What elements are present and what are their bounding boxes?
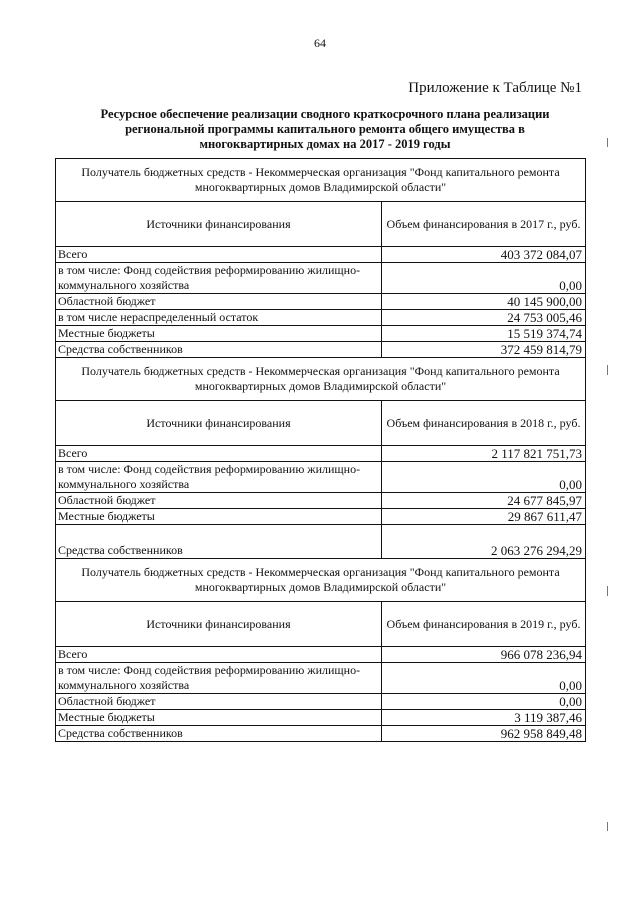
table-row xyxy=(56,663,586,694)
row-value: 0,00 xyxy=(382,462,586,493)
table-row xyxy=(56,247,586,263)
row-label: Областной бюджет xyxy=(56,493,382,509)
row-value: 24 677 845,97 xyxy=(382,493,586,509)
row-label: Средства собственников xyxy=(56,525,382,559)
table-row xyxy=(56,493,586,509)
recipient-cell: Получатель бюджетных средств - Некоммерческая организация "Фонд капитального ремонта многоквартирных домов Владимирской области" xyxy=(56,358,586,401)
header-volume-cell: Объем финансирования в 2017 г., руб. xyxy=(382,202,586,247)
section-2018-recipient-row xyxy=(56,358,586,401)
row-label: Всего xyxy=(56,446,382,462)
row-value: 0,00 xyxy=(382,663,586,694)
table-row xyxy=(56,294,586,310)
table-row xyxy=(56,694,586,710)
table-row xyxy=(56,525,586,559)
row-value: 0,00 xyxy=(382,263,586,294)
header-volume-cell: Объем финансирования в 2019 г., руб. xyxy=(382,602,586,647)
row-value: 0,00 xyxy=(382,694,586,710)
table-row xyxy=(56,342,586,358)
recipient-cell: Получатель бюджетных средств - Некоммерческая организация "Фонд капитального ремонта многоквартирных домов Владимирской области" xyxy=(56,159,586,202)
row-label: Местные бюджеты xyxy=(56,326,382,342)
header-volume-cell: Объем финансирования в 2018 г., руб. xyxy=(382,401,586,446)
scan-mark xyxy=(607,586,608,596)
row-value: 24 753 005,46 xyxy=(382,310,586,326)
header-sources-cell: Источники финансирования xyxy=(56,401,382,446)
header-sources-cell: Источники финансирования xyxy=(56,202,382,247)
row-label: Областной бюджет xyxy=(56,694,382,710)
row-label: Областной бюджет xyxy=(56,294,382,310)
row-value: 40 145 900,00 xyxy=(382,294,586,310)
row-value: 372 459 814,79 xyxy=(382,342,586,358)
row-value: 3 119 387,46 xyxy=(382,710,586,726)
row-label: Всего xyxy=(56,647,382,663)
section-2017-recipient-row xyxy=(56,159,586,202)
budget-table xyxy=(55,158,586,742)
table-row xyxy=(56,326,586,342)
row-label: Средства собственников xyxy=(56,342,382,358)
row-value: 2 117 821 751,73 xyxy=(382,446,586,462)
recipient-cell: Получатель бюджетных средств - Некоммерческая организация "Фонд капитального ремонта многоквартирных домов Владимирской области" xyxy=(56,559,586,602)
row-value: 2 063 276 294,29 xyxy=(382,525,586,559)
row-label: в том числе: Фонд содействия реформированию жилищно-коммунального хозяйства xyxy=(56,263,382,294)
table-row xyxy=(56,446,586,462)
table-row xyxy=(56,647,586,663)
row-value: 966 078 236,94 xyxy=(382,647,586,663)
document-title: Ресурсное обеспечение реализации сводного краткосрочного плана реализации региональной программы капитального ремонта общего имущества в многоквартирных домах на 2017 - 2019 годы xyxy=(100,107,550,151)
section-2017-header-row xyxy=(56,202,586,247)
table-row xyxy=(56,710,586,726)
row-label: Средства собственников xyxy=(56,726,382,742)
row-label: Всего xyxy=(56,247,382,263)
row-label: в том числе: Фонд содействия реформированию жилищно-коммунального хозяйства xyxy=(56,462,382,493)
section-2019-recipient-row xyxy=(56,559,586,602)
section-2019-header-row xyxy=(56,602,586,647)
table-row xyxy=(56,509,586,525)
row-value: 15 519 374,74 xyxy=(382,326,586,342)
row-value: 29 867 611,47 xyxy=(382,509,586,525)
row-value: 962 958 849,48 xyxy=(382,726,586,742)
scan-mark xyxy=(607,365,608,375)
row-label: Местные бюджеты xyxy=(56,710,382,726)
scan-mark xyxy=(607,822,608,831)
table-row xyxy=(56,726,586,742)
page-number: 64 xyxy=(314,36,326,50)
scan-mark xyxy=(607,138,608,147)
row-label: в том числе нераспределенный остаток xyxy=(56,310,382,326)
row-label: Местные бюджеты xyxy=(56,509,382,525)
header-sources-cell: Источники финансирования xyxy=(56,602,382,647)
table-row xyxy=(56,263,586,294)
row-value: 403 372 084,07 xyxy=(382,247,586,263)
appendix-label: Приложение к Таблице №1 xyxy=(408,80,582,96)
table-row xyxy=(56,310,586,326)
section-2018-header-row xyxy=(56,401,586,446)
row-label: в том числе: Фонд содействия реформированию жилищно-коммунального хозяйства xyxy=(56,663,382,694)
table-row xyxy=(56,462,586,493)
